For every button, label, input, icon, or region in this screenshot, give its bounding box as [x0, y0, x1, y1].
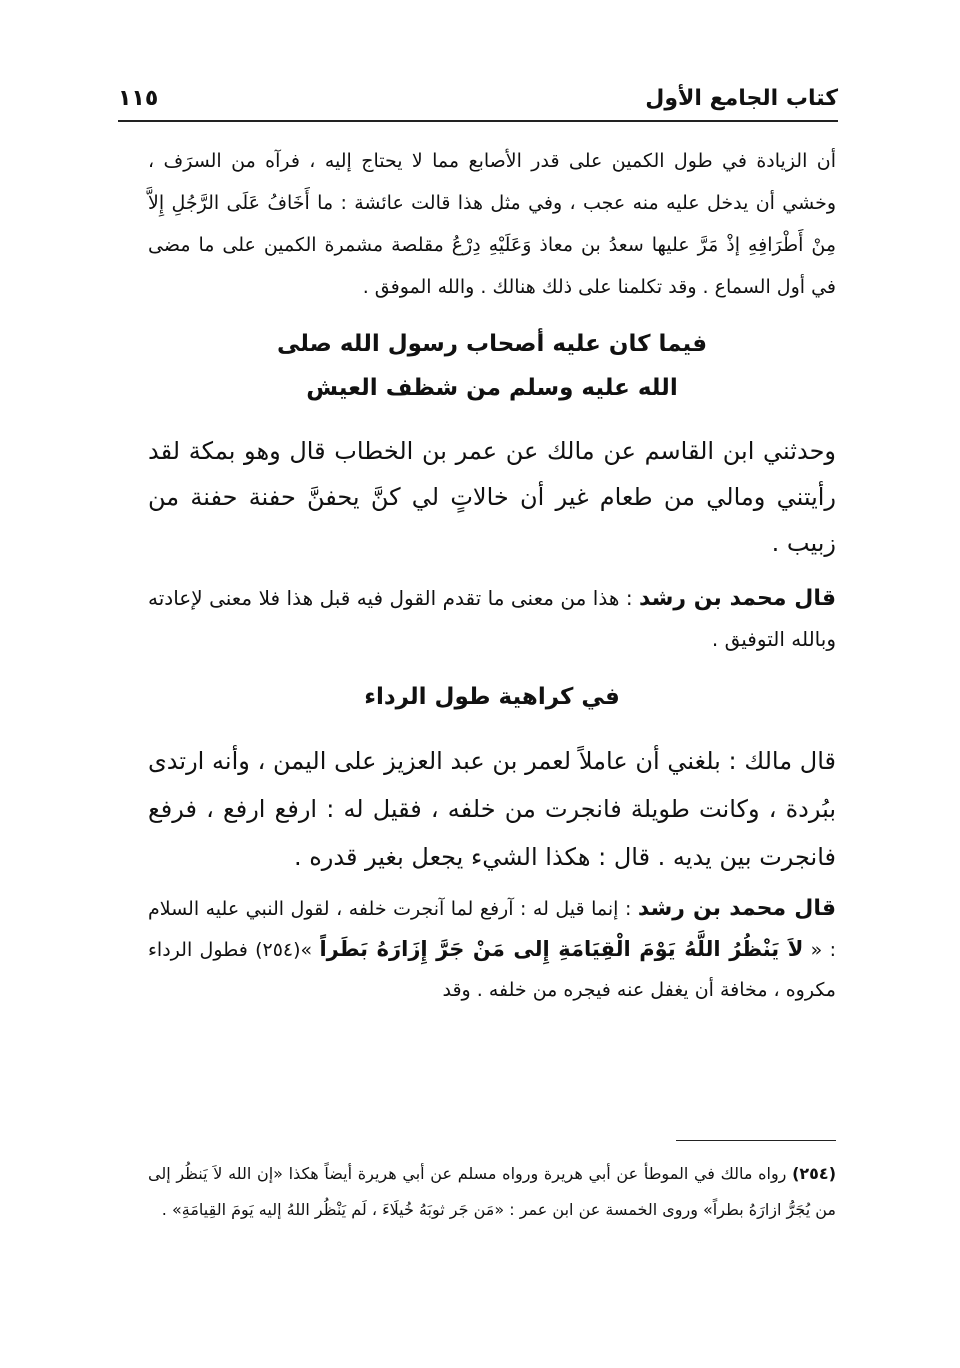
heading-line-1: فيما كان عليه أصحاب رسول الله صلى	[276, 331, 708, 357]
paragraph-commentary-2	[148, 889, 836, 1010]
paragraph-narration: وحدثني ابن القاسم عن مالك عن عمر بن الخطاب قال وهو بمكة لقد رأيتني ومالي من طعام غير أن خالاتٍ لي كنَّ يحفنَّ حفنة حفنة من زبيب .	[148, 437, 836, 557]
heading-line-2: الله عليه وسلم من شظف العيش	[306, 375, 678, 401]
running-title: كتاب الجامع الأول	[645, 86, 838, 111]
footnote-number: (٢٥٤)	[792, 1164, 836, 1183]
commentary-text-a: : إنما قيل له : آرفع لما آنجرت خلفه ، لقول النبي عليه السلام : «	[148, 898, 836, 961]
paragraph-continuation: أن الزيادة في طول الكمين على قدر الأصابع مما لا يحتاج إليه ، فرآه من السرَف ، وخشي أن يدخل عليه منه عجب ، وفي مثل هذا قالت عائشة : ما أَخَافُ عَلَى الرَّجُلِ إِلاَّ مِنْ أَطْرَافِهِ إذْ مَرَّ عليها سعدُ بن معاذ وَعَلَيْهِ دِرْعُ مقلصة مشمرة الكمين على ما مضى في أول السماع . وقد تكلمنا على ذلك هنالك . والله الموفق .	[148, 150, 836, 298]
page-number: ١١٥	[118, 86, 159, 111]
commentator-name: قال محمد بن رشد	[639, 586, 836, 611]
commentator-name: قال محمد بن رشد	[637, 896, 837, 921]
commentary-text: : هذا من معنى ما تقدم القول فيه قبل هذا فلا معنى لإعادته وبالله التوفيق .	[148, 586, 836, 651]
section-heading-companions	[148, 322, 836, 410]
section-heading-cloak: في كراهية طول الرداء	[364, 684, 620, 710]
footnote-text: رواه مالك في الموطأ عن أبي هريرة ورواه مسلم عن أبي هريرة أيضاً هكذا «إن الله لاَ يَنظُر إلى من يُجَرُّ ازارَهُ بطراً» وروى الخمسة عن ابن عمر : «مَن جَر ثوبَهُ خُيلَاءَ ، لَم يَنْظُر اللهُ إليه يَومَ القِيامَةِ» .	[148, 1164, 836, 1219]
hadith-quote: لاَ يَنْظُرُ اللَّهُ يَوْمَ الْقِيَامَةِ إِلى مَنْ جَرَّ إِزَارَهُ بَطَراً	[319, 937, 804, 961]
header-rule	[118, 120, 838, 122]
footnote	[148, 1156, 836, 1228]
paragraph-malik: قال مالك : بلغني أن عاملاً لعمر بن عبد العزيز على اليمن ، وأنه ارتدى ببُردة ، وكانت طويلة فانجرت من خلفه ، فقيل له : ارفع ارفع ، فرفع فانجرت بين يديه . قال : هكذا الشيء يجعل بغير قدره .	[148, 747, 836, 871]
main-text	[148, 140, 836, 1010]
footnote-rule	[676, 1140, 836, 1141]
commentary-text-b: »(٢٥٤) فطول الرداء مكروه ، مخافة أن يغفل عنه فيجره من خلفه . وقد	[148, 939, 836, 1001]
page-header	[118, 82, 838, 118]
paragraph-commentary-1	[148, 578, 836, 659]
